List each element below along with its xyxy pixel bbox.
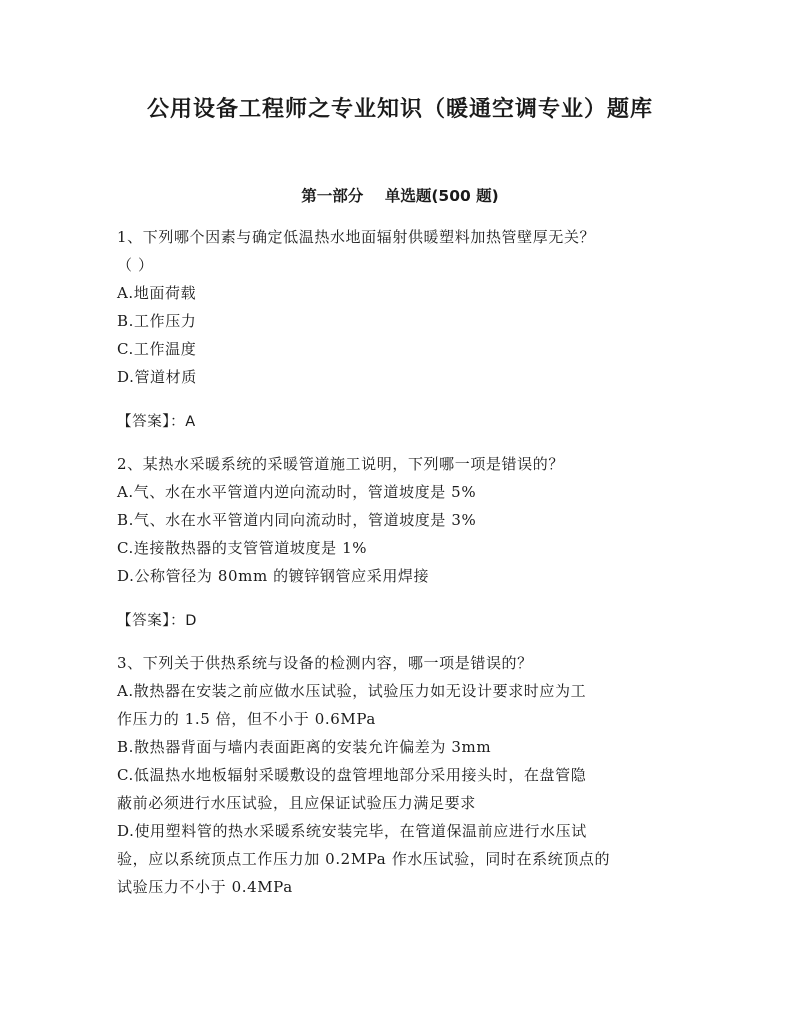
option-c: C.工作温度 bbox=[117, 340, 197, 358]
answer-label: 【答案】：D bbox=[117, 613, 198, 629]
question-stem: 3、下列关于供热系统与设备的检测内容，哪一项是错误的？ bbox=[117, 654, 533, 672]
option-b: B.工作压力 bbox=[117, 312, 197, 330]
option-c: C.连接散热器的支管管道坡度是 1% bbox=[117, 539, 368, 557]
question-1 bbox=[117, 223, 682, 436]
option-a: A.地面荷载 bbox=[117, 284, 197, 302]
question-stem: 1、下列哪个因素与确定低温热水地面辐射供暖塑料加热管壁厚无关？ bbox=[117, 228, 596, 246]
question-stem: （ ） bbox=[117, 256, 154, 274]
option-b: B.散热器背面与墙内表面距离的安装允许偏差为 3mm bbox=[117, 738, 492, 756]
section-heading: 第一部分 单选题(500 题) bbox=[301, 187, 499, 205]
option-d-continued: 验，应以系统顶点工作压力加 0.2MPa 作水压试验，同时在系统顶点的 bbox=[117, 850, 611, 868]
option-a: A.散热器在安装之前应做水压试验，试验压力如无设计要求时应为工 bbox=[117, 682, 587, 700]
document-title: 公用设备工程师之专业知识（暖通空调专业）题库 bbox=[146, 97, 653, 122]
question-3 bbox=[117, 649, 682, 901]
option-a-continued: 作压力的 1.5 倍，但不小于 0.6MPa bbox=[117, 710, 376, 728]
option-c-continued: 蔽前必须进行水压试验，且应保证试验压力满足要求 bbox=[117, 794, 476, 812]
question-list bbox=[117, 223, 682, 901]
option-b: B.气、水在水平管道内同向流动时，管道坡度是 3% bbox=[117, 511, 477, 529]
option-c: C.低温热水地板辐射采暖敷设的盘管埋地部分采用接头时，在盘管隐 bbox=[117, 766, 587, 784]
answer-label: 【答案】：A bbox=[117, 414, 196, 430]
option-d: D.公称管径为 80mm 的镀锌钢管应采用焊接 bbox=[117, 567, 430, 585]
question-2 bbox=[117, 450, 682, 635]
option-a: A.气、水在水平管道内逆向流动时，管道坡度是 5% bbox=[117, 483, 477, 501]
question-stem: 2、某热水采暖系统的采暖管道施工说明，下列哪一项是错误的？ bbox=[117, 455, 564, 473]
option-d-continued: 试验压力不小于 0.4MPa bbox=[117, 878, 293, 896]
option-d: D.使用塑料管的热水采暖系统安装完毕，在管道保温前应进行水压试 bbox=[117, 822, 587, 840]
option-d: D.管道材质 bbox=[117, 368, 197, 386]
